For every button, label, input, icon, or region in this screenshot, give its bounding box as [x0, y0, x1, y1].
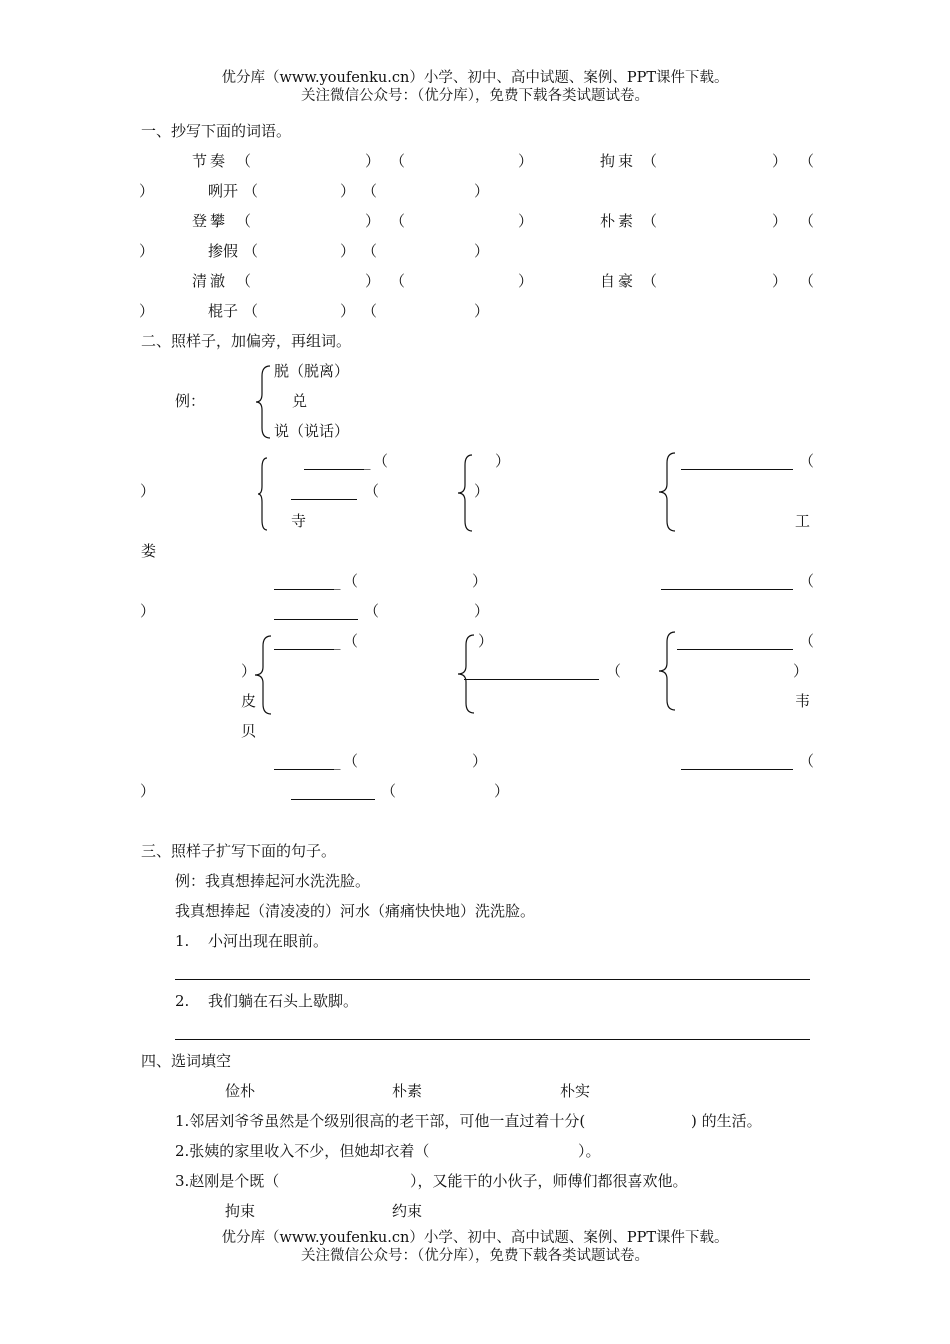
paren-open: （: [799, 632, 815, 650]
paren-close: ）: [495, 452, 511, 470]
paren-open: （: [390, 152, 406, 170]
footer-line-2: 关注微信公众号：（优分库），免费下载各类试题试卷。: [301, 1248, 649, 1264]
word-liekai: 咧开: [208, 182, 239, 200]
paren-open: （: [373, 452, 389, 470]
paren-open: （: [243, 182, 259, 200]
question-1-text: 小河出现在眼前。: [208, 932, 329, 950]
paren-close: ）: [772, 212, 788, 230]
choice-word: 俭朴: [225, 1082, 256, 1100]
section2-title: 二、照样子，加偏旁，再组词。: [141, 332, 352, 350]
paren-open: （: [381, 782, 397, 800]
blank-mark: _: [333, 752, 341, 770]
paren-open: （: [799, 272, 815, 290]
paren-open: （: [799, 572, 815, 590]
paren-close: ）: [365, 212, 381, 230]
answer-line[interactable]: [464, 679, 599, 680]
answer-line-1[interactable]: [175, 979, 810, 980]
paren-close: ）: [340, 302, 356, 320]
question-1-number: 1.: [175, 932, 190, 950]
section1-title: 一、抄写下面的词语。: [141, 122, 292, 140]
blank-mark: _: [333, 632, 341, 650]
paren-open: （: [362, 302, 378, 320]
paren-close: ）: [139, 182, 155, 200]
word-gunzi: 棍子: [208, 302, 239, 320]
paren-open: （: [642, 272, 658, 290]
paren-open: （: [362, 242, 378, 260]
fill-question-2-end: ）。: [578, 1142, 601, 1160]
choice-word: 朴素: [392, 1082, 423, 1100]
section3-title: 三、照样子扩写下面的句子。: [141, 842, 337, 860]
paren-open: （: [343, 752, 359, 770]
base-char-gong: 工: [795, 512, 811, 530]
fill-question-3: 3.赵刚是个既（: [175, 1172, 280, 1190]
paren-close: ）: [494, 782, 510, 800]
paren-close: ）: [472, 752, 488, 770]
paren-open: （: [236, 212, 252, 230]
base-char-wei: 韦: [795, 692, 811, 710]
example-item-1: 脱（脱离）: [274, 362, 350, 380]
base-char-lou: 娄: [141, 542, 157, 560]
answer-line[interactable]: [677, 649, 793, 650]
header-line-2: 关注微信公众号：（优分库），免费下载各类试题试卷。: [301, 88, 649, 104]
paren-open: （: [343, 572, 359, 590]
paren-close: ）: [518, 272, 534, 290]
paren-open: （: [642, 212, 658, 230]
paren-close: ）: [474, 602, 490, 620]
paren-close: ）: [772, 272, 788, 290]
paren-close: ）: [340, 182, 356, 200]
example-brace: [254, 364, 272, 440]
paren-close: ）: [478, 632, 494, 650]
paren-close: ）: [365, 272, 381, 290]
answer-line[interactable]: [274, 649, 334, 650]
paren-close: ）: [139, 302, 155, 320]
paren-open: （: [642, 152, 658, 170]
word-chanjia: 掺假: [208, 242, 239, 260]
paren-close: ）: [140, 482, 156, 500]
paren-close: ）: [140, 782, 156, 800]
paren-open: （: [799, 452, 815, 470]
paren-close: ）: [140, 602, 156, 620]
paren-open: （: [243, 242, 259, 260]
example-item-3: 说（说话）: [274, 422, 350, 440]
base-char-si: 寺: [291, 512, 307, 530]
paren-close: ）: [793, 662, 809, 680]
paren-close: ）: [474, 302, 490, 320]
paren-open: （: [390, 272, 406, 290]
paren-close: ）: [772, 152, 788, 170]
choice-word: 朴实: [560, 1082, 591, 1100]
section3-example-expanded: 我真想捧起（清凌凌的）河水（痛痛快快地）洗洗脸。: [175, 902, 536, 920]
word-zihao: 自豪: [600, 272, 637, 290]
paren-open: （: [364, 482, 380, 500]
word-pusu: 朴素: [600, 212, 637, 230]
paren-open: （: [236, 152, 252, 170]
answer-line[interactable]: [274, 589, 334, 590]
brace: [456, 453, 474, 533]
paren-open: （: [362, 182, 378, 200]
paren-close: ）: [365, 152, 381, 170]
word-qingche: 清澈: [192, 272, 229, 290]
fill-question-1-end: ) 的生活。: [691, 1112, 762, 1130]
fill-question-3-end: ），又能干的小伙子，师傅们都很喜欢他。: [410, 1172, 688, 1190]
paren-close: ）: [472, 572, 488, 590]
blank-mark: _: [363, 452, 371, 470]
base-char-pi: 皮: [241, 692, 257, 710]
answer-line[interactable]: [681, 469, 793, 470]
word-jushu: 拘束: [600, 152, 637, 170]
paren-close: ）: [518, 152, 534, 170]
choice-word: 约束: [392, 1202, 423, 1220]
answer-line[interactable]: [661, 589, 793, 590]
word-jiezou: 节奏: [192, 152, 229, 170]
paren-open: （: [343, 632, 359, 650]
fill-question-2: 2.张姨的家里收入不少，但她却衣着（: [175, 1142, 430, 1160]
paren-close: ）: [474, 242, 490, 260]
paren-close: ）: [474, 482, 490, 500]
base-char-bei: 贝: [241, 722, 257, 740]
answer-line[interactable]: [291, 499, 357, 500]
footer-line-1: 优分库（www.youfenku.cn）小学、初中、高中试题、案例、PPT课件下载。: [221, 1230, 729, 1246]
brace: [456, 633, 476, 715]
answer-line[interactable]: [304, 469, 364, 470]
section4-title: 四、选词填空: [141, 1052, 232, 1070]
answer-line[interactable]: [681, 769, 793, 770]
fill-question-1: 1.邻居刘爷爷虽然是个级别很高的老干部，可他一直过着十分(: [175, 1112, 586, 1130]
question-2-number: 2.: [175, 992, 190, 1010]
paren-close: ）: [139, 242, 155, 260]
brace: [257, 456, 269, 532]
example-label: 例：: [175, 392, 206, 410]
answer-line[interactable]: [274, 619, 358, 620]
paren-close: ）: [340, 242, 356, 260]
word-dengpan: 登攀: [192, 212, 229, 230]
answer-line[interactable]: [291, 799, 375, 800]
paren-open: （: [243, 302, 259, 320]
paren-close: ）: [241, 662, 257, 680]
paren-open: （: [390, 212, 406, 230]
answer-line[interactable]: [274, 769, 334, 770]
paren-close: ）: [518, 212, 534, 230]
paren-open: （: [364, 602, 380, 620]
paren-open: （: [799, 212, 815, 230]
question-2-text: 我们躺在石头上歇脚。: [208, 992, 359, 1010]
paren-open: （: [606, 662, 622, 680]
brace: [657, 451, 677, 533]
brace: [657, 630, 677, 712]
header-line-1: 优分库（www.youfenku.cn）小学、初中、高中试题、案例、PPT课件下载。: [221, 70, 729, 86]
choice-word: 拘束: [225, 1202, 256, 1220]
paren-close: ）: [474, 182, 490, 200]
paren-open: （: [799, 152, 815, 170]
example-item-2: 兑: [292, 392, 308, 410]
section3-example: 例：我真想捧起河水洗洗脸。: [175, 872, 371, 890]
paren-open: （: [236, 272, 252, 290]
paren-open: （: [799, 752, 815, 770]
answer-line-2[interactable]: [175, 1039, 810, 1040]
blank-mark: _: [333, 572, 341, 590]
